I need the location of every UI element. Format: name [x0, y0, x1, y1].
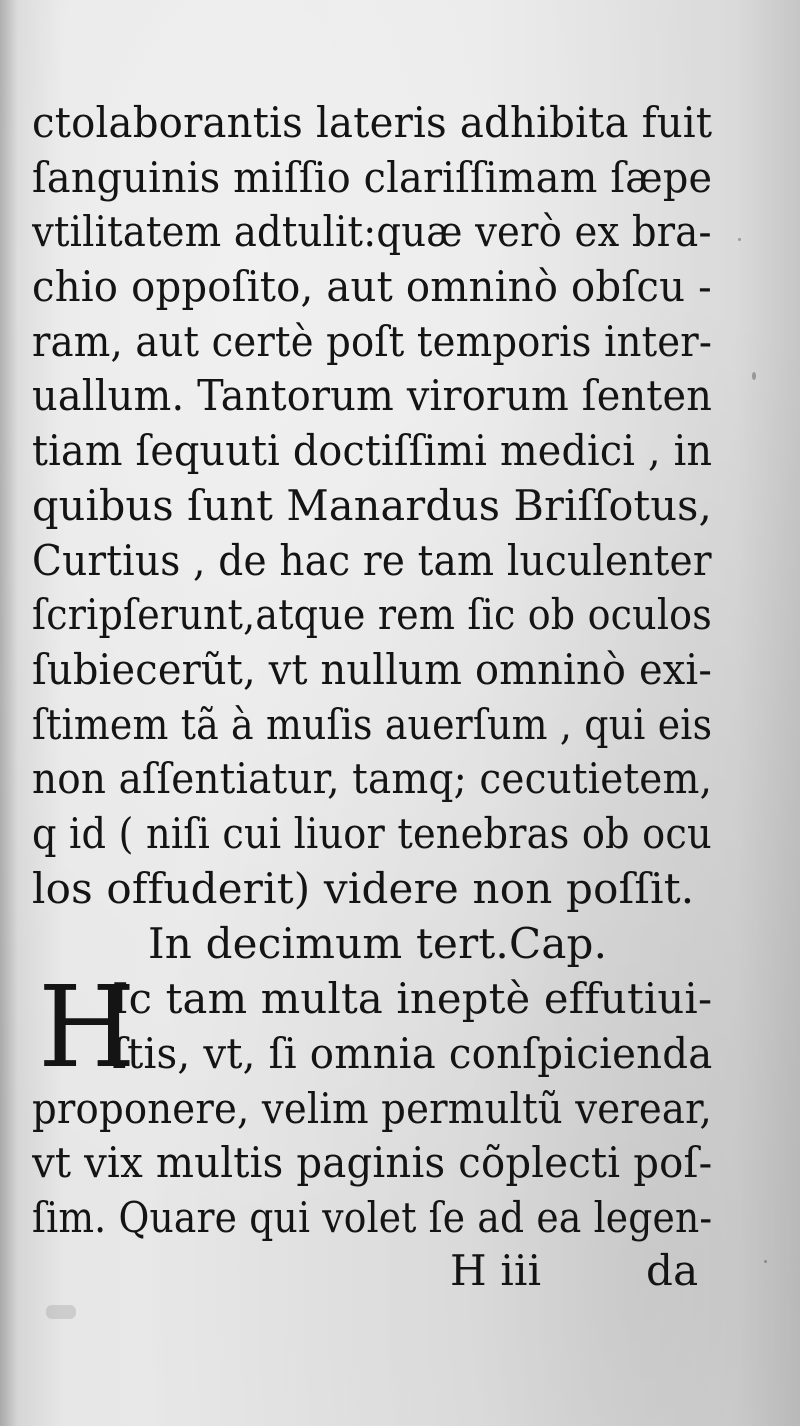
text-line: ſubiecerũt, vt nullum omninò exi- — [32, 644, 712, 694]
signature-mark: H iii — [450, 1245, 542, 1295]
text-line: quibus ſunt Manardus Briſſotus, — [32, 480, 712, 530]
paragraph-1 — [32, 96, 712, 916]
text-line: non aſſentiatur, tamq; cecutietem, — [32, 754, 712, 804]
catchword: da — [646, 1245, 699, 1295]
text-line: ſtimem tã à muſis auerſum , qui eis — [32, 699, 712, 749]
text-line: ram, aut certè poſt temporis inter- — [32, 316, 712, 366]
paper-speck — [764, 1260, 767, 1263]
paper-speck — [738, 238, 741, 241]
gutter-shadow — [0, 0, 18, 1426]
text-line: ſanguinis miſſio clariſſimam ſæpe — [32, 152, 712, 202]
text-line: uallum. Tantorum virorum ſenten — [32, 371, 712, 421]
main-text — [32, 96, 712, 1296]
text-line: vt vix multis paginis cõplecti poſ- — [32, 1138, 712, 1188]
ink-stain — [46, 1305, 76, 1319]
paragraph-2 — [32, 963, 712, 1245]
text-line: ſcripſerunt,atque rem ſic ob oculos — [32, 590, 712, 640]
section-heading: In decimum tert.Cap. — [148, 919, 608, 969]
text-line: tiam ſequuti doctiſſimi medici , in — [32, 426, 712, 476]
page-footer — [32, 1246, 712, 1296]
text-line: q id ( niſi cui liuor tenebras ob ocu — [32, 808, 712, 858]
text-line: Ic tam multa ineptè effutiui- — [112, 974, 712, 1024]
text-line: vtilitatem adtulit:quæ verò ex bra- — [32, 207, 712, 257]
text-line: Curtius , de hac re tam luculenter — [32, 535, 712, 585]
text-line: chio oppoſito, aut omninò obſcu - — [32, 262, 712, 312]
text-line: ctolaborantis lateris adhibita fuit — [32, 98, 712, 147]
text-line: los offuderit) videre non poſſit. — [32, 863, 695, 913]
paper-speck — [752, 372, 756, 380]
text-line: ſtis, vt, ſi omnia conſpicienda — [112, 1029, 712, 1078]
text-line: ſim. Quare qui volet ſe ad ea legen- — [32, 1193, 712, 1243]
drop-cap: H — [38, 963, 136, 1094]
text-line: proponere, velim permultũ verear, — [32, 1083, 712, 1133]
